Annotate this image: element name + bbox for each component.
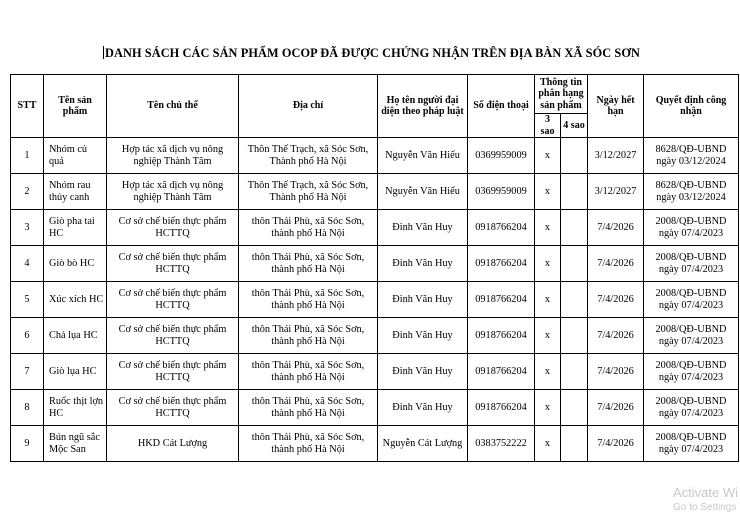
header-representative: Họ tên người đại diện theo pháp luật	[378, 75, 468, 138]
table-header-row	[11, 75, 739, 114]
cell-4-star	[561, 210, 588, 246]
cell-product: Nhóm củ quả	[44, 138, 107, 174]
cell-4-star	[561, 390, 588, 426]
cell-4-star	[561, 282, 588, 318]
cell-representative: Nguyễn Văn Hiếu	[378, 138, 468, 174]
cell-product: Giò bò HC	[44, 246, 107, 282]
table-row	[11, 318, 739, 354]
cell-address: Thôn Thế Trạch, xã Sóc Sơn, Thành phố Hà Nội	[239, 138, 378, 174]
cell-owner: Cơ sở chế biến thực phẩm HCTTQ	[107, 282, 239, 318]
cell-stt: 9	[11, 426, 44, 462]
cell-product: Giò lụa HC	[44, 354, 107, 390]
ocop-products-table	[10, 74, 739, 462]
header-product: Tên sản phẩm	[44, 75, 107, 138]
cell-product: Xúc xích HC	[44, 282, 107, 318]
header-expiry: Ngày hết hạn	[588, 75, 644, 138]
cell-product: Bún ngũ sắc Mộc San	[44, 426, 107, 462]
header-address: Địa chỉ	[239, 75, 378, 138]
cell-representative: Đinh Văn Huy	[378, 318, 468, 354]
cell-owner: Cơ sở chế biến thực phẩm HCTTQ	[107, 390, 239, 426]
text-cursor	[103, 46, 104, 59]
cell-phone: 0918766204	[468, 246, 535, 282]
table-row	[11, 354, 739, 390]
header-owner: Tên chủ thể	[107, 75, 239, 138]
cell-4-star	[561, 318, 588, 354]
table-row	[11, 390, 739, 426]
document-title: DANH SÁCH CÁC SẢN PHẨM OCOP ĐÃ ĐƯỢC CHỨNG NHẬN TRÊN ĐỊA BÀN XÃ SÓC SƠN	[105, 46, 640, 60]
cell-owner: Cơ sở chế biến thực phẩm HCTTQ	[107, 246, 239, 282]
cell-stt: 3	[11, 210, 44, 246]
cell-address: thôn Thái Phù, xã Sóc Sơn, thành phố Hà Nội	[239, 426, 378, 462]
cell-expiry: 7/4/2026	[588, 210, 644, 246]
cell-3-star: x	[535, 246, 561, 282]
cell-3-star: x	[535, 318, 561, 354]
cell-stt: 5	[11, 282, 44, 318]
cell-3-star: x	[535, 390, 561, 426]
cell-decision: 8628/QĐ-UBND ngày 03/12/2024	[644, 174, 739, 210]
cell-3-star: x	[535, 282, 561, 318]
cell-4-star	[561, 138, 588, 174]
cell-decision: 2008/QĐ-UBND ngày 07/4/2023	[644, 426, 739, 462]
cell-3-star: x	[535, 426, 561, 462]
cell-product: Chả lụa HC	[44, 318, 107, 354]
cell-4-star	[561, 354, 588, 390]
cell-address: thôn Thái Phù, xã Sóc Sơn, thành phố Hà Nội	[239, 210, 378, 246]
cell-4-star	[561, 246, 588, 282]
cell-phone: 0369959009	[468, 138, 535, 174]
cell-owner: Hợp tác xã dịch vụ nông nghiệp Thành Tâm	[107, 138, 239, 174]
header-3-star: 3 sao	[535, 114, 561, 138]
cell-phone: 0383752222	[468, 426, 535, 462]
table-row	[11, 210, 739, 246]
cell-expiry: 3/12/2027	[588, 174, 644, 210]
cell-owner: Cơ sở chế biến thực phẩm HCTTQ	[107, 318, 239, 354]
cell-owner: Hợp tác xã dịch vụ nông nghiệp Thành Tâm	[107, 174, 239, 210]
cell-expiry: 7/4/2026	[588, 426, 644, 462]
cell-4-star	[561, 426, 588, 462]
cell-decision: 8628/QĐ-UBND ngày 03/12/2024	[644, 138, 739, 174]
cell-phone: 0918766204	[468, 318, 535, 354]
header-rating: Thông tin phân hạng sản phẩm	[535, 75, 588, 114]
header-phone: Số điện thoại	[468, 75, 535, 138]
header-stt: STT	[11, 75, 44, 138]
cell-decision: 2008/QĐ-UBND ngày 07/4/2023	[644, 282, 739, 318]
cell-address: thôn Thái Phù, xã Sóc Sơn, thành phố Hà Nội	[239, 354, 378, 390]
cell-expiry: 7/4/2026	[588, 246, 644, 282]
cell-representative: Nguyễn Văn Hiếu	[378, 174, 468, 210]
table-row	[11, 282, 739, 318]
watermark-line-2: Go to Settings	[673, 502, 737, 513]
cell-expiry: 7/4/2026	[588, 318, 644, 354]
cell-stt: 1	[11, 138, 44, 174]
cell-product: Ruốc thịt lợn HC	[44, 390, 107, 426]
cell-owner: Cơ sở chế biến thực phẩm HCTTQ	[107, 354, 239, 390]
cell-phone: 0918766204	[468, 210, 535, 246]
cell-stt: 2	[11, 174, 44, 210]
cell-expiry: 7/4/2026	[588, 354, 644, 390]
cell-decision: 2008/QĐ-UBND ngày 07/4/2023	[644, 318, 739, 354]
cell-3-star: x	[535, 354, 561, 390]
cell-representative: Đinh Văn Huy	[378, 390, 468, 426]
cell-phone: 0369959009	[468, 174, 535, 210]
table-row	[11, 174, 739, 210]
cell-owner: Cơ sở chế biến thực phẩm HCTTQ	[107, 210, 239, 246]
table-row	[11, 426, 739, 462]
cell-representative: Đinh Văn Huy	[378, 210, 468, 246]
cell-expiry: 7/4/2026	[588, 282, 644, 318]
cell-representative: Đinh Văn Huy	[378, 282, 468, 318]
cell-product: Giò pha tai HC	[44, 210, 107, 246]
cell-address: Thôn Thế Trạch, xã Sóc Sơn, Thành phố Hà Nội	[239, 174, 378, 210]
cell-phone: 0918766204	[468, 354, 535, 390]
cell-stt: 6	[11, 318, 44, 354]
header-decision: Quyết định công nhận	[644, 75, 739, 138]
cell-representative: Đinh Văn Huy	[378, 246, 468, 282]
cell-stt: 8	[11, 390, 44, 426]
cell-address: thôn Thái Phù, xã Sóc Sơn, thành phố Hà Nội	[239, 282, 378, 318]
cell-3-star: x	[535, 138, 561, 174]
cell-4-star	[561, 174, 588, 210]
table-row	[11, 138, 739, 174]
cell-owner: HKD Cát Lượng	[107, 426, 239, 462]
cell-stt: 7	[11, 354, 44, 390]
watermark-line-1: Activate Wi	[673, 485, 739, 500]
cell-decision: 2008/QĐ-UBND ngày 07/4/2023	[644, 210, 739, 246]
cell-expiry: 3/12/2027	[588, 138, 644, 174]
header-4-star: 4 sao	[561, 114, 588, 138]
cell-decision: 2008/QĐ-UBND ngày 07/4/2023	[644, 246, 739, 282]
cell-3-star: x	[535, 174, 561, 210]
table-row	[11, 246, 739, 282]
cell-phone: 0918766204	[468, 282, 535, 318]
cell-product: Nhóm rau thủy canh	[44, 174, 107, 210]
cell-expiry: 7/4/2026	[588, 390, 644, 426]
cell-representative: Nguyễn Cát Lượng	[378, 426, 468, 462]
cell-address: thôn Thái Phù, xã Sóc Sơn, thành phố Hà Nội	[239, 318, 378, 354]
activate-windows-watermark	[673, 485, 738, 515]
cell-address: thôn Thái Phù, xã Sóc Sơn, thành phố Hà Nội	[239, 246, 378, 282]
cell-stt: 4	[11, 246, 44, 282]
cell-3-star: x	[535, 210, 561, 246]
cell-address: thôn Thái Phù, xã Sóc Sơn, thành phố Hà Nội	[239, 390, 378, 426]
cell-representative: Đinh Văn Huy	[378, 354, 468, 390]
cell-phone: 0918766204	[468, 390, 535, 426]
cell-decision: 2008/QĐ-UBND ngày 07/4/2023	[644, 354, 739, 390]
cell-decision: 2008/QĐ-UBND ngày 07/4/2023	[644, 390, 739, 426]
